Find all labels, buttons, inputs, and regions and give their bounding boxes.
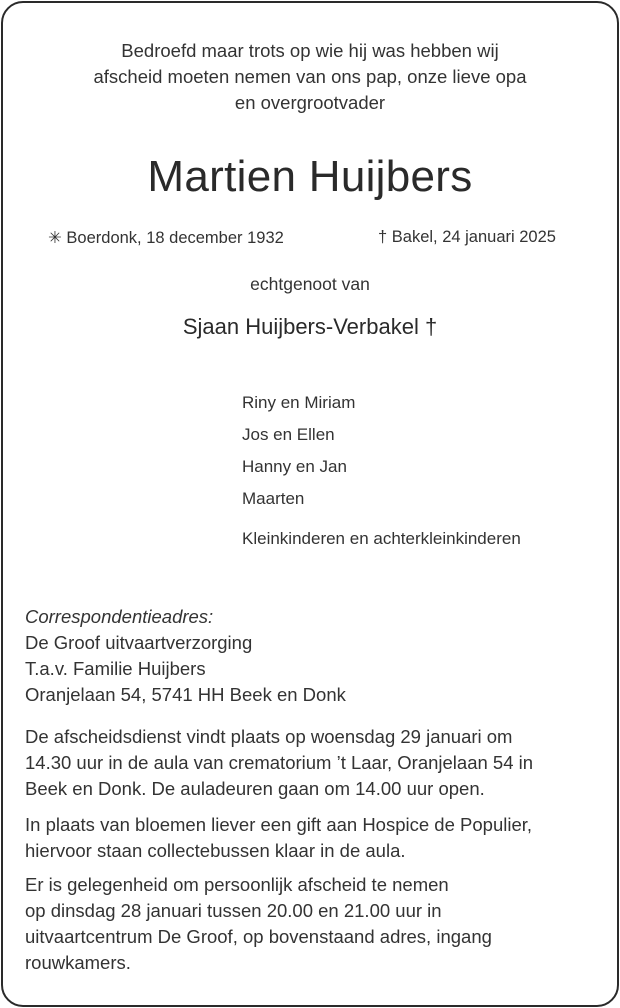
spouse-name: Sjaan Huijbers-Verbakel † — [182, 314, 438, 339]
service-line: Beek en Donk. De auladeuren gaan om 14.00 uur open. — [25, 778, 485, 799]
spouse-label: echtgenoot van — [250, 274, 370, 294]
farewell-line: Er is gelegenheid om persoonlijk afscheid te nemen — [25, 874, 449, 895]
intro-line: Bedroefd maar trots op wie hij was hebben wij — [121, 40, 499, 61]
flowers-line: In plaats van bloemen liever een gift aan Hospice de Populier, — [25, 814, 533, 835]
service-line: 14.30 uur in de aula van crematorium ’t Laar, Oranjelaan 54 in — [25, 752, 534, 773]
family-member: Riny en Miriam — [242, 393, 356, 412]
family-member: Hanny en Jan — [242, 457, 347, 476]
intro-line: afscheid moeten nemen van ons pap, onze lieve opa — [93, 66, 527, 87]
grandchildren: Kleinkinderen en achterkleinkinderen — [242, 529, 521, 548]
service-line: De afscheidsdienst vindt plaats op woensdag 29 januari om — [25, 726, 513, 747]
correspondence-label: Correspondentieadres: — [25, 606, 214, 627]
flowers-paragraph — [25, 812, 600, 864]
farewell-line: uitvaartcentrum De Groof, op bovenstaand adres, ingang — [25, 926, 492, 947]
birth-info: ✳ Boerdonk, 18 december 1932 — [48, 229, 284, 247]
family-list — [242, 392, 355, 520]
address-line: Oranjelaan 54, 5741 HH Beek en Donk — [25, 684, 346, 705]
address-line: De Groof uitvaartverzorging — [25, 632, 253, 653]
correspondence-address — [25, 604, 346, 708]
death-info: † Bakel, 24 januari 2025 — [378, 228, 556, 246]
deceased-name: Martien Huijbers — [147, 152, 473, 201]
family-member: Jos en Ellen — [242, 425, 335, 444]
family-member: Maarten — [242, 489, 305, 508]
farewell-line: op dinsdag 28 januari tussen 20.00 en 21.00 uur in — [25, 900, 442, 921]
flowers-line: hiervoor staan collectebussen klaar in de aula. — [25, 840, 406, 861]
intro-text — [0, 38, 620, 116]
address-line: T.a.v. Familie Huijbers — [25, 658, 206, 679]
intro-line: en overgrootvader — [234, 92, 386, 113]
farewell-paragraph — [25, 872, 600, 976]
service-paragraph — [25, 724, 600, 802]
farewell-line: rouwkamers. — [25, 952, 131, 973]
